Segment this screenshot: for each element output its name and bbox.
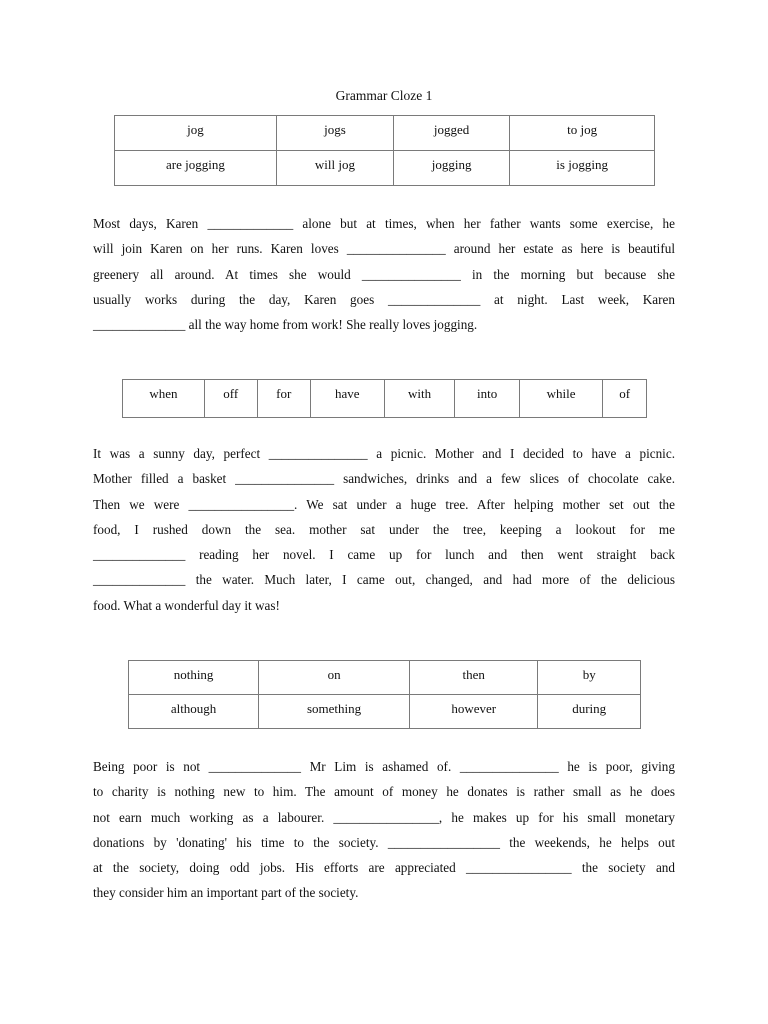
passage-2 (93, 441, 675, 618)
word-option: jogging (393, 151, 509, 186)
word-bank-row (115, 116, 655, 151)
page-title: Grammar Cloze 1 (335, 88, 433, 103)
passage-line: ______________ reading her novel. I came up for lunch and then went straight back (93, 547, 675, 563)
word-bank-1 (114, 115, 655, 186)
word-option: then (410, 661, 538, 695)
word-option: jog (115, 116, 277, 151)
passage-1 (93, 211, 675, 337)
word-option: however (410, 695, 538, 729)
passage-line: It was a sunny day, perfect _______________ a picnic. Mother and I decided to have a picnic. (93, 446, 675, 461)
word-option: by (538, 661, 641, 695)
passage-line: Then we were ________________. We sat under a huge tree. After helping mother set out the (93, 496, 675, 512)
word-option: for (257, 380, 310, 418)
word-bank-2 (122, 379, 647, 418)
word-bank-row (129, 661, 641, 695)
passage-3 (93, 754, 675, 906)
word-option: although (129, 695, 259, 729)
word-bank-3 (128, 660, 641, 729)
word-bank-row (123, 380, 647, 418)
word-bank-row (129, 695, 641, 729)
passage-line: food. What a wonderful day it was! (93, 597, 280, 613)
word-option: nothing (129, 661, 259, 695)
word-option: are jogging (115, 151, 277, 186)
passage-line: Mother filled a basket _______________ sandwiches, drinks and a few slices of chocolate cake. (93, 471, 675, 487)
passage-line: to charity is nothing new to him. The amount of money he donates is rather small as he does (93, 784, 675, 800)
word-option: during (538, 695, 641, 729)
passage-line: food, I rushed down the sea. mother sat under the tree, keeping a lookout for me (93, 521, 675, 537)
passage-line: at the society, doing odd jobs. His efforts are appreciated ________________ the society and (93, 860, 675, 876)
passage-line: will join Karen on her runs. Karen loves _______________ around her estate as here is beautiful (93, 241, 675, 257)
word-option: on (259, 661, 410, 695)
passage-line: not earn much working as a labourer. ________________, he makes up for his small monetary (93, 809, 675, 825)
word-option: off (204, 380, 257, 418)
word-option: when (123, 380, 205, 418)
passage-line: Being poor is not ______________ Mr Lim is ashamed of. _______________ he is poor, giving (93, 759, 675, 774)
word-option: of (603, 380, 647, 418)
word-option: to jog (510, 116, 655, 151)
word-option: will jog (276, 151, 393, 186)
passage-line: ______________ all the way home from work! She really loves jogging. (93, 317, 478, 333)
word-option: into (455, 380, 519, 418)
passage-line: Most days, Karen _____________ alone but at times, when her father wants some exercise, he (93, 216, 675, 231)
passage-line: they consider him an important part of the society. (93, 885, 359, 901)
word-option: jogs (276, 116, 393, 151)
word-option: have (310, 380, 384, 418)
passage-line: donations by 'donating' his time to the society. _________________ the weekends, he helps out (93, 834, 675, 850)
word-bank-row (115, 151, 655, 186)
word-option: is jogging (510, 151, 655, 186)
passage-line: ______________ the water. Much later, I came out, changed, and had more of the delicious (93, 572, 675, 588)
passage-line: greenery all around. At times she would _______________ in the morning but because she (93, 266, 675, 282)
word-option: while (519, 380, 602, 418)
passage-line: usually works during the day, Karen goes ______________ at night. Last week, Karen (93, 291, 675, 307)
word-option: something (259, 695, 410, 729)
word-option: jogged (393, 116, 509, 151)
word-option: with (384, 380, 455, 418)
